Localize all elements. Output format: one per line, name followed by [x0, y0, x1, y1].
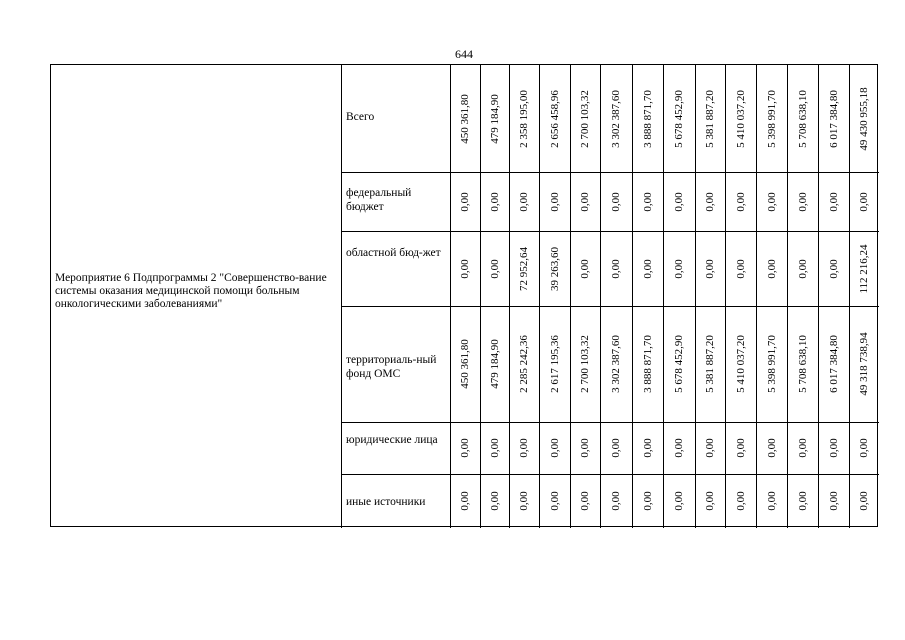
value-text: 450 361,80 [459, 93, 471, 144]
value-text: 5 381 887,20 [704, 89, 716, 148]
value-text: 0,00 [704, 258, 716, 279]
value-text: 0,00 [610, 191, 622, 212]
value-text: 2 617 195,36 [548, 335, 561, 393]
value-text: 5 708 638,10 [796, 335, 809, 393]
value-text: 0,00 [734, 258, 747, 279]
funding-source-label: иные источники [346, 496, 426, 508]
value-text: 72 952,64 [518, 246, 530, 291]
value-text: 0,00 [518, 191, 530, 212]
value-text: 2 700 103,32 [579, 335, 591, 393]
value-text: 5 398 991,70 [765, 89, 778, 148]
value-text: 450 361,80 [459, 339, 471, 389]
value-text: 0,00 [827, 258, 840, 279]
value-text: 0,00 [548, 491, 561, 511]
value-text: 0,00 [579, 258, 591, 279]
value-text: 0,00 [548, 191, 561, 212]
value-text: 0,00 [673, 491, 685, 511]
value-text: 0,00 [488, 258, 501, 279]
value-text: 0,00 [610, 438, 622, 458]
value-text: 0,00 [488, 438, 501, 458]
value-text: 0,00 [796, 438, 809, 458]
value-text: 0,00 [641, 258, 654, 279]
value-text: 5 381 887,20 [704, 335, 716, 393]
column-divider [509, 65, 510, 528]
value-text: 0,00 [704, 491, 716, 511]
value-text: 3 888 871,70 [641, 335, 654, 393]
funding-table [50, 64, 878, 527]
value-text: 49 318 738,94 [858, 332, 870, 396]
value-text: 0,00 [673, 191, 685, 212]
value-text: 0,00 [641, 438, 654, 458]
value-text: 0,00 [548, 438, 561, 458]
value-text: 5 410 037,20 [734, 89, 747, 148]
value-text: 2 285 242,36 [518, 335, 530, 393]
row-divider [341, 172, 879, 173]
column-divider [818, 65, 819, 528]
value-text: 0,00 [765, 191, 778, 212]
column-divider [725, 65, 726, 528]
value-text: 0,00 [796, 191, 809, 212]
measure-name: Мероприятие 6 Подпрограммы 2 "Совершенство-вание системы оказания медицинской помощи больным онкологическими заболеваниями" [55, 272, 327, 310]
value-text: 0,00 [765, 438, 778, 458]
funding-source-label: юридические лица [346, 434, 438, 446]
column-divider [570, 65, 571, 528]
column-divider [450, 65, 451, 528]
value-text: 49 430 955,18 [858, 86, 870, 151]
value-text: 0,00 [858, 191, 870, 212]
value-text: 0,00 [610, 258, 622, 279]
value-text: 0,00 [796, 491, 809, 511]
value-text: 0,00 [488, 491, 501, 511]
value-text: 6 017 384,80 [827, 335, 840, 393]
funding-source-label: Всего [346, 111, 375, 123]
value-text: 0,00 [673, 438, 685, 458]
value-text: 5 708 638,10 [796, 89, 809, 148]
value-text: 0,00 [827, 191, 840, 212]
column-divider [600, 65, 601, 528]
value-text: 0,00 [704, 191, 716, 212]
row-divider [341, 231, 879, 232]
value-text: 0,00 [858, 491, 870, 511]
column-divider [632, 65, 633, 528]
value-text: 0,00 [641, 191, 654, 212]
value-text: 0,00 [459, 258, 471, 279]
value-text: 479 184,90 [488, 93, 501, 144]
row-divider [341, 422, 879, 423]
funding-source-label: областной бюд-жет [346, 247, 441, 259]
value-text: 0,00 [765, 258, 778, 279]
value-text: 0,00 [734, 491, 747, 511]
value-text: 0,00 [704, 438, 716, 458]
value-text: 5 410 037,20 [734, 335, 747, 393]
column-divider [480, 65, 481, 528]
value-text: 0,00 [765, 491, 778, 511]
value-text: 0,00 [827, 491, 840, 511]
value-text: 0,00 [641, 491, 654, 511]
funding-source-label: федеральный бюджет [346, 187, 412, 213]
value-text: 0,00 [858, 438, 870, 458]
value-text: 3 302 387,60 [610, 89, 622, 148]
value-text: 5 678 452,90 [673, 89, 685, 148]
column-divider [787, 65, 788, 528]
value-text: 0,00 [796, 258, 809, 279]
value-text: 2 358 195,00 [518, 89, 530, 148]
value-text: 3 302 387,60 [610, 335, 622, 393]
value-text: 0,00 [459, 438, 471, 458]
value-text: 5 398 991,70 [765, 335, 778, 393]
value-text: 0,00 [488, 191, 501, 212]
column-divider [756, 65, 757, 528]
column-divider [539, 65, 540, 528]
value-text: 0,00 [518, 438, 530, 458]
column-divider [695, 65, 696, 528]
page-number: 644 [455, 47, 473, 61]
value-text: 0,00 [579, 491, 591, 511]
row-divider [341, 474, 879, 475]
value-text: 0,00 [579, 191, 591, 212]
value-text: 2 656 458,96 [548, 89, 561, 148]
value-text: 112 216,24 [858, 243, 870, 294]
column-divider [849, 65, 850, 528]
funding-source-label: территориаль-ный фонд ОМС [346, 354, 437, 380]
value-text: 0,00 [579, 438, 591, 458]
value-text: 39 263,60 [548, 246, 561, 291]
value-text: 0,00 [459, 191, 471, 212]
value-text: 0,00 [734, 438, 747, 458]
value-text: 5 678 452,90 [673, 335, 685, 393]
column-divider [663, 65, 664, 528]
row-divider [341, 306, 879, 307]
value-text: 0,00 [827, 438, 840, 458]
value-text: 0,00 [518, 491, 530, 511]
value-text: 0,00 [734, 191, 747, 212]
value-text: 0,00 [459, 491, 471, 511]
value-text: 0,00 [673, 258, 685, 279]
value-text: 6 017 384,80 [827, 89, 840, 148]
column-divider [341, 65, 342, 528]
value-text: 0,00 [610, 491, 622, 511]
value-text: 3 888 871,70 [641, 89, 654, 148]
value-text: 479 184,90 [488, 339, 501, 389]
value-text: 2 700 103,32 [579, 89, 591, 148]
